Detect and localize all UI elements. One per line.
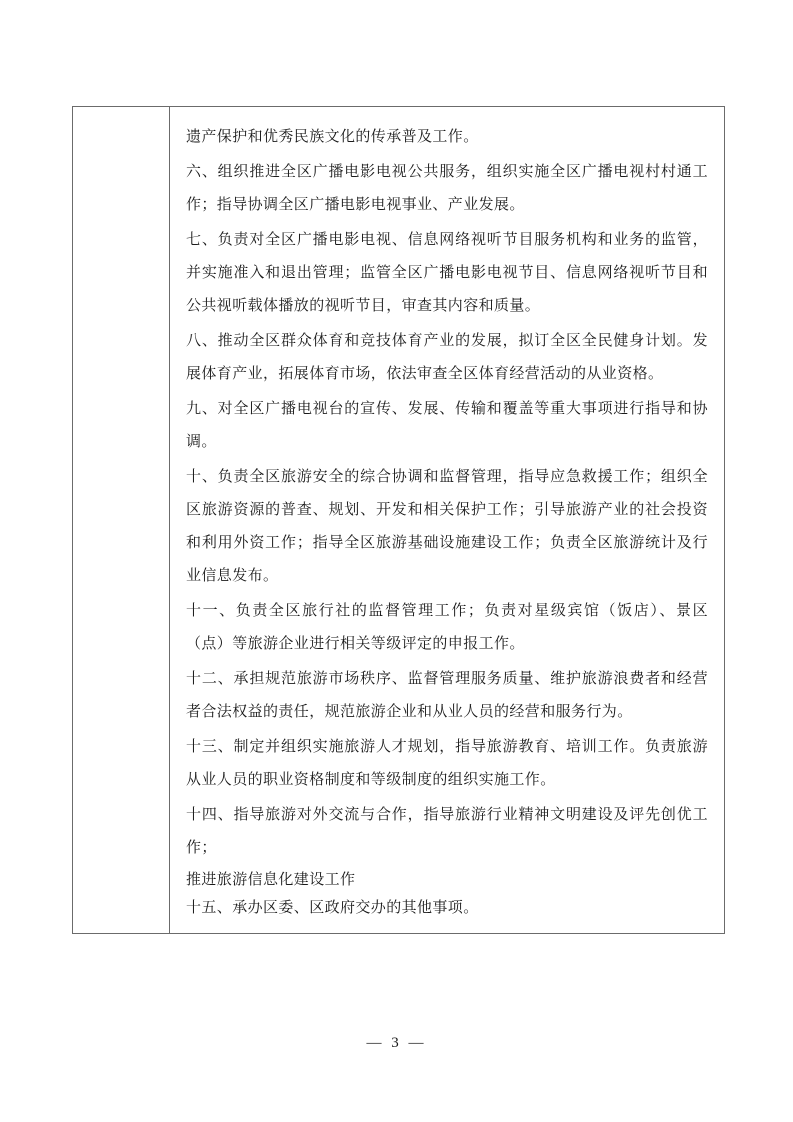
- paragraph-5: 九、对全区广播电视台的宣传、发展、传输和覆盖等重大事项进行指导和协调。: [186, 401, 708, 450]
- table-content-cell: [170, 107, 725, 934]
- content-table: [72, 106, 725, 934]
- table-label-text: [73, 107, 169, 135]
- content-body: [170, 107, 724, 933]
- paragraph-11: 推进旅游信息化建设工作: [186, 872, 356, 888]
- paragraph-12: 十五、承办区委、区政府交办的其他事项。: [186, 900, 479, 916]
- page-number: — 3 —: [366, 1035, 427, 1051]
- table-label-cell: [73, 107, 170, 934]
- paragraph-8: 十二、承担规范旅游市场秩序、监督管理服务质量、维护旅游浪费者和经营者合法权益的责任，规范旅游企业和从业人员的经营和服务行为。: [186, 671, 708, 720]
- paragraph-4: 八、推动全区群众体育和竞技体育产业的发展，拟订全区全民健身计划。发展体育产业，拓展体育市场，依法审查全区体育经营活动的从业资格。: [186, 333, 708, 382]
- paragraph-10: 十四、指导旅游对外交流与合作，指导旅游行业精神文明建设及评先创优工作；: [186, 807, 708, 856]
- table-row: [73, 107, 725, 934]
- paragraph-3: 七、负责对全区广播电影电视、信息网络视听节目服务机构和业务的监管，并实施准入和退出管理；监管全区广播电影电视节目、信息网络视听节目和公共视听载体播放的视听节目，审查其内容和质量。: [186, 232, 708, 314]
- paragraph-6: 十、负责全区旅游安全的综合协调和监督管理，指导应急救援工作；组织全区旅游资源的普查、规划、开发和相关保护工作；引导旅游产业的社会投资和利用外资工作；指导全区旅游基础设施建设工作；负责全区旅游统计及行业信息发布。: [186, 469, 708, 584]
- paragraph-2: 六、组织推进全区广播电影电视公共服务，组织实施全区广播电视村村通工作；指导协调全区广播电影电视事业、产业发展。: [186, 164, 708, 213]
- paragraph-9: 十三、制定并组织实施旅游人才规划，指导旅游教育、培训工作。负责旅游从业人员的职业资格制度和等级制度的组织实施工作。: [186, 739, 708, 788]
- paragraph-7: 十一、负责全区旅行社的监督管理工作；负责对星级宾馆（饭店）、景区（点）等旅游企业进行相关等级评定的申报工作。: [186, 603, 708, 652]
- paragraph-1: 遗产保护和优秀民族文化的传承普及工作。: [186, 129, 479, 145]
